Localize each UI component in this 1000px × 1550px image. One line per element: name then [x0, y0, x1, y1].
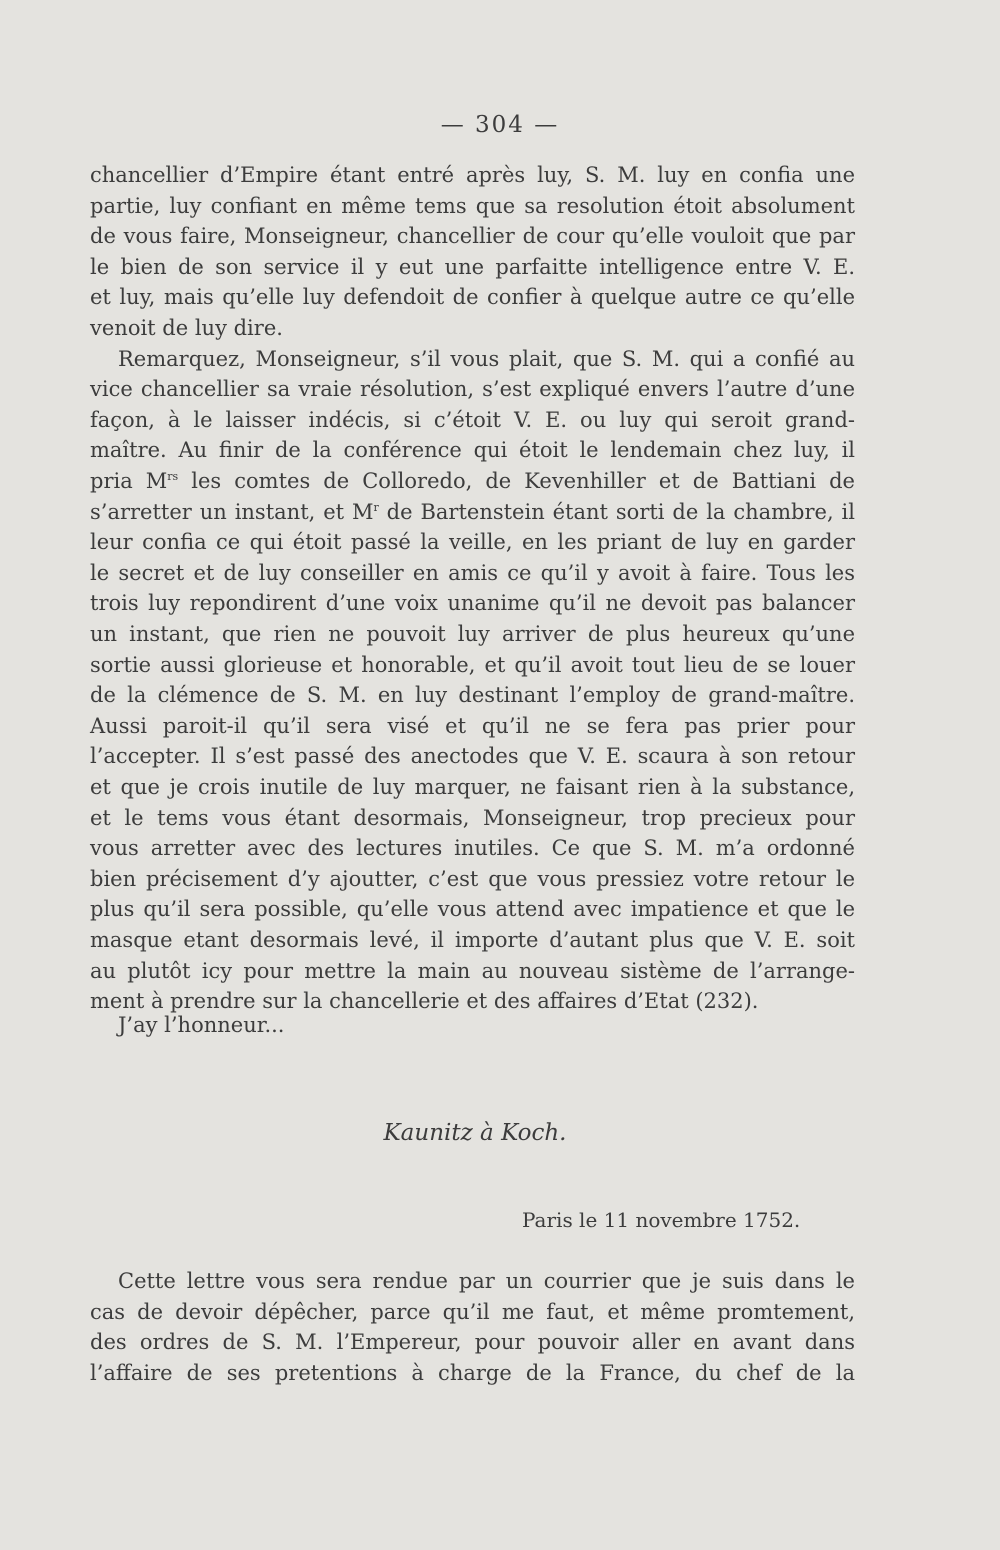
text-line: plus qu’il sera possible, qu’elle vous attend avec impatience et que le [90, 897, 855, 922]
text-line: l’affaire de ses pretentions à charge de la France, du chef de la [90, 1360, 855, 1385]
text-line: maître. Au finir de la conférence qui étoit le lendemain chez luy, il [90, 438, 855, 463]
text-line: de la clémence de S. M. en luy destinant l’employ de grand-maître. [90, 683, 855, 708]
text-line: bien précisement d’y ajoutter, c’est que vous pressiez votre retour le [90, 866, 855, 891]
text-line: ment à prendre sur la chancellerie et des affaires d’Etat (232). [90, 989, 759, 1014]
text-line: masque etant desormais levé, il importe d’autant plus que V. E. soit [90, 928, 855, 952]
superscript: r [373, 500, 379, 514]
text-line: des ordres de S. M. l’Empereur, pour pouvoir aller en avant dans [90, 1330, 855, 1355]
text-line: Aussi paroit-il qu’il sera visé et qu’il ne se fera pas prier pour [90, 713, 855, 738]
text-line: cas de devoir dépêcher, parce qu’il me faut, et même promtement, [90, 1299, 855, 1324]
text-line: au plutôt icy pour mettre la main au nouveau sistème de l’arrange- [90, 958, 855, 983]
text-line: venoit de luy dire. [90, 316, 283, 340]
letter-heading: Kaunitz à Koch. [383, 1120, 567, 1146]
text-line: et le tems vous étant desormais, Monseigneur, trop precieux pour [90, 805, 855, 830]
text-line: sortie aussi glorieuse et honorable, et qu’il avoit tout lieu de se louer [90, 652, 855, 677]
text-line: trois luy repondirent d’une voix unanime qu’il ne devoit pas balancer [90, 591, 855, 616]
text-line: de vous faire, Monseigneur, chancellier de cour qu’elle vouloit que par [90, 224, 855, 249]
text-line: chancellier d’Empire étant entré après luy, S. M. luy en confia une [90, 163, 855, 187]
dateline: Paris le 11 novembre 1752. [522, 1208, 801, 1232]
text-line: et luy, mais qu’elle luy defendoit de confier à quelque autre ce qu’elle [90, 285, 855, 310]
text-line: leur confia ce qui étoit passé la veille, en les priant de luy en garder [90, 530, 855, 555]
text-line: le bien de son service il y eut une parfaitte intelligence entre V. E. [90, 254, 855, 279]
superscript: rs [167, 470, 179, 483]
text-line: façon, à le laisser indécis, si c’étoit V. E. ou luy qui seroit grand- [90, 407, 855, 432]
text-line: pria $M^{rs}$ les comtes de Colloredo, de Kevenhiller et de Battiani de [90, 469, 855, 493]
page-number: — 304 — [440, 112, 560, 138]
text-line: un instant, que rien ne pouvoit luy arriver de plus heureux qu’une [90, 622, 855, 646]
text-line: Remarquez, Monseigneur, s’il vous plait, que S. M. qui a confié au [118, 346, 855, 371]
text-line: vice chancellier sa vraie résolution, s’est expliqué envers l’autre d’une [90, 377, 855, 402]
text-line: l’accepter. Il s’est passé des anectodes que V. E. scaura à son retour [90, 744, 855, 769]
text-line: partie, luy confiant en même tems que sa resolution étoit absolument [90, 193, 855, 218]
text-line: le secret et de luy conseiller en amis ce qu’il y avoit à faire. Tous les [90, 560, 855, 585]
signoff: J’ay l’honneur... [118, 1013, 285, 1037]
text-line: et que je crois inutile de luy marquer, ne faisant rien à la substance, [90, 775, 855, 799]
text-line: Cette lettre vous sera rendue par un courrier que je suis dans le [118, 1269, 855, 1293]
text-line: vous arretter avec des lectures inutiles. Ce que S. M. m’a ordonné [90, 836, 855, 861]
text-line: s’arretter un instant, et $M^r$ de Bartenstein étant sorti de la chambre, il [90, 499, 855, 524]
